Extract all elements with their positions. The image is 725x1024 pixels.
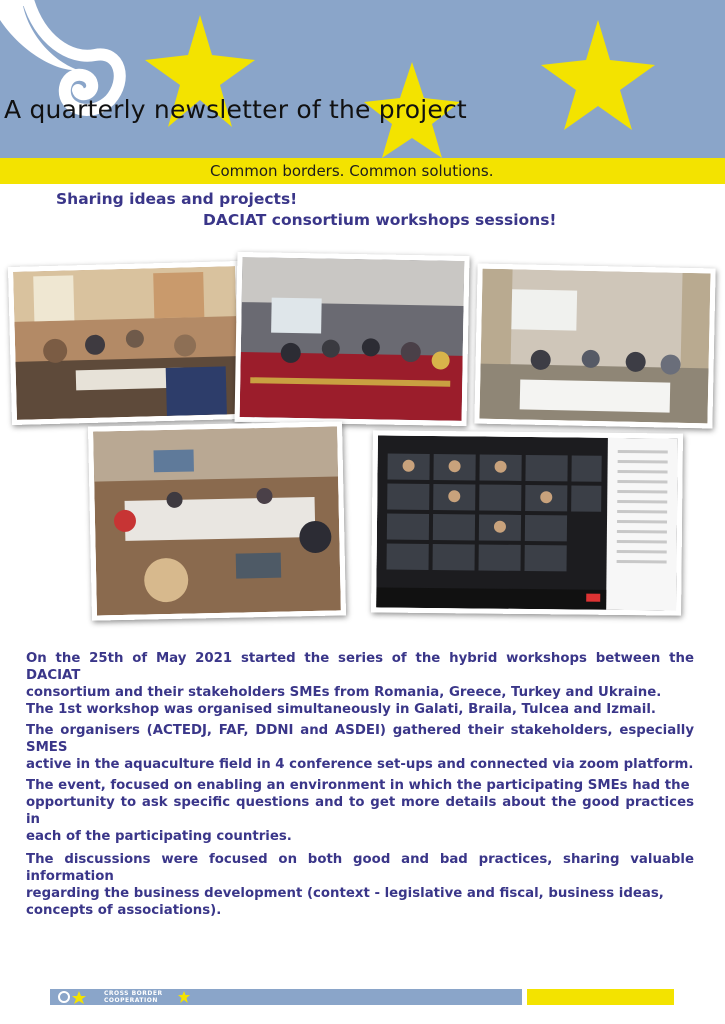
header-banner (0, 0, 725, 158)
footer-swirl-icon (54, 989, 104, 1005)
body-paragraph-1: On the 25th of May 2021 started the series of the hybrid workshops between the DACIAT consortium and their stakeholders SMEs from Romania, Greece, Turkey and Ukraine. The 1st workshop was organised simultaneously in Galati, Braila, Tulcea and Izmail. (26, 651, 694, 717)
footer-star-icon (177, 990, 191, 1004)
workshop-photo-5 (371, 430, 683, 615)
footer-logo-text: CROSS BORDER COOPERATION (104, 990, 163, 1004)
headline-line-1: Sharing ideas and projects! (56, 190, 298, 208)
workshop-photo-1 (8, 261, 244, 425)
body-paragraph-3: The event, focused on enabling an environment in which the participating SMEs had the opportunity to ask specific questions and to get more details about the good practices in each of the participating countries. (26, 778, 694, 844)
eu-stars-icon (0, 0, 725, 158)
workshop-photo-2 (235, 252, 470, 426)
newsletter-title: A quarterly newsletter of the project (4, 95, 467, 124)
footer-yellow-bar (527, 989, 674, 1005)
slogan-text: Common borders. Common solutions. (210, 162, 494, 180)
body-paragraph-4: The discussions were focused on both good and bad practices, sharing valuable information regarding the business development (context - legislative and fiscal, business ideas, concepts of associations). (26, 852, 694, 918)
workshop-photo-4 (88, 421, 346, 620)
headline-line-2: DACIAT consortium workshops sessions! (203, 211, 557, 229)
workshop-photo-3 (474, 264, 715, 429)
body-paragraph-2: The organisers (ACTEDJ, FAF, DDNI and ASDEI) gathered their stakeholders, especially SMES active in the aquaculture field in 4 conference set-ups and connected via zoom platform. (26, 723, 694, 772)
